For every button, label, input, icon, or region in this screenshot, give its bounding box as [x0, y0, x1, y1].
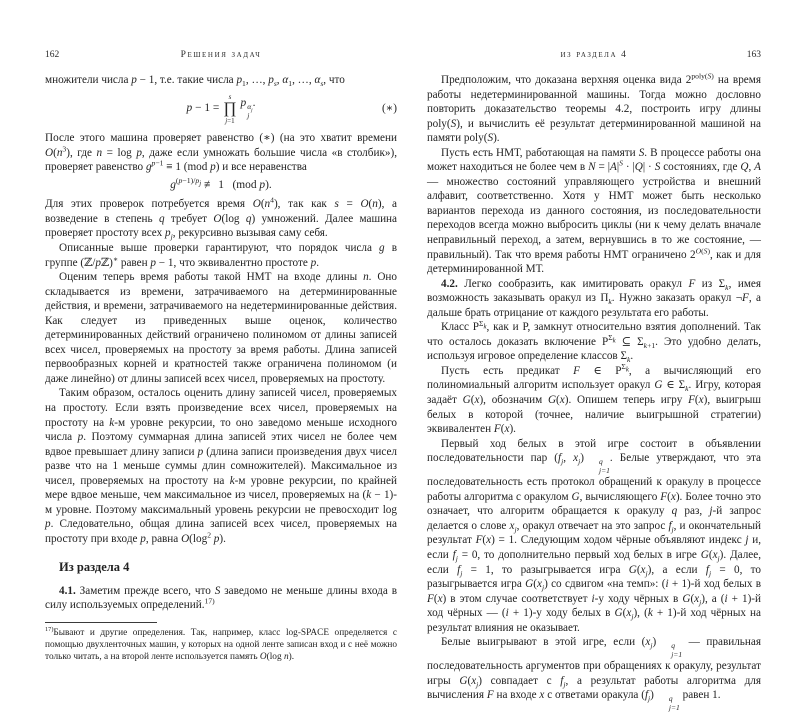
page-left — [45, 50, 397, 663]
formula-mod — [45, 176, 397, 191]
page-right — [427, 50, 761, 712]
paragraph-class-closure: Класс $P^{\Sigma_k}$, как и P, замкнут относительно взятия дополнений. Так что осталось доказать включение $P^{\Sigma_k}$ ⊆ $\Sigma_{k+1}$. Это удобно делать, используя игровое определение классов $\Sigma_k$. — [427, 318, 761, 365]
paragraph-4-1: 4.1. Заметим прежде всего, что S заведомо не меньше длины входа в силу используемых определений.$^{17)}$ — [45, 584, 398, 612]
paragraph-first-move: Первый ход белых в этой игре состоит в объявлении последовательности пар ($f_j$, $x_j$) q j=1 . Белые утверждают, что эта последовательность есть протокол обращений к оракулу в процессе работы алгоритма с оракулом G, вычисляющего F(x). Более точно это означает, что алгоритм обращается к оракулу q раз, j-й запрос делается о слове $x_j$, оракул отвечает на это запрос $f_j$, и окончательный результат F(x) = 1. Следующим ходом чёрные объявляют индекс j и, если $f_j = 0$, то дополнительно первый ход белых в игре $G(x_j)$. Далее, если $f_j = 1$, то разыгрывается игра $G(x_j)$, а если $f_j = 0$, то разыгрывается игра $G(x_j)$ со сдвигом «на темп»: (i + 1)-й ход белых в F(x) в этом случае соответствует i-у ходу чёрных в $G(x_j)$, а (i + 1)-й ход чёрных — (i + 1)-у ходу белых в $G(x_j)$, (k + 1)-й ход чёрных на результат влияния не оказывает. — [427, 437, 762, 634]
running-head-right — [427, 50, 761, 60]
product-upper-limit: s — [228, 92, 232, 101]
formula-rhs: p $\alpha_j$ j . — [240, 96, 256, 120]
paragraph-thus: Таким образом, осталось оценить длину записей чисел, проверяемых на простоту. Если взять произведение всех чисел, проверяемых на простоту на k-м уровне рекурсии, то оно заведомо меньше исходного числа p. Поэтому суммарная длина записей этих чисел не более чем вдвое превышает длину записи p (длина записи произведения двух чисел разве что на 1 меньше суммы длин сомножителей). Максимальное из чисел, проверяемых на простоту на k-м уровне рекурсии, по крайней мере вдвое меньше, чем максимальное из чисел, проверяемых на (k − 1)-м уровне. Поэтому максимальный уровень рекурсии не превосходит log p. Следовательно, общая длина записей всех чисел, проверяемых на простоту при входе p, равна $O(\log^2$ p). — [45, 387, 398, 545]
formula-product-body — [187, 93, 256, 126]
running-head-left — [45, 50, 397, 60]
paragraph-estimate: Оценим теперь время работы такой НМТ на входе длины n. Оно складывается из времени, затрачиваемого на детерминированные действия, и времени, затрачиваемого на недетерминированные действия. Как следует из приведенных выше оценок, количество детерминированных действий ограничено полиномом от длины записей всех чисел, проверяемых на простоту за время работы. Длина записей первообразных корней и кратностей также ограничена полиномом (и даже линейно) от длины записей всех чисел, проверяемых на простоту. — [45, 271, 397, 385]
paragraph-described: Описанные выше проверки гарантируют, что порядок числа g в группе (ℤ/pℤ)∗ равен p − 1, что эквивалентно простоте p. — [45, 242, 397, 269]
running-title-left: Решения задач — [180, 50, 262, 60]
footnote-17: $^{17)}$Бывают и другие определения. Так, например, класс log-SPACE определяется с помощью двухленточных машин, у которых на одной ленте записан вход и с неё можно только читать, а на второй ленте используется память O(log n). — [45, 625, 397, 663]
paragraph-checks: Для этих проверок потребуется время $O(n^4)$, так как s = O(n), а возведение в степень q требует O(log q) умножений. Далее машина проверяет простоту всех $p_j$, рекурсивно вызывая саму себя. — [45, 195, 398, 242]
paragraph-suppose: Предположим, что доказана верхняя оценка вида $2^{poly(S)}$ на время работы недетерминированной машины. Тогда можно дословно повторить доказательство теоремы 4.2, построить игру длины poly(S), и вычислить её результат детерминированной машиной на памяти poly(S). — [427, 71, 761, 145]
page-number-right: 163 — [746, 50, 761, 60]
paragraph-whites-win: Белые выигрывают в этой игре, если $(x_j)$ q j=1 — правильная последовательность аргументов при обращениях к оракулу, результат игры $G(x_j)$ совпадает с $f_j$, а результат работы алгоритма для вычисления F на входе x с ответами оракула $(f_j)$ q j=1 равен 1. — [427, 636, 762, 712]
paragraph-predicate: Пусть есть предикат F ∈ $P^{\Sigma_k}$, а вычисляющий его полиномиальный алгоритм использует оракул G ∈ $\Sigma_k$. Игру, которая задаёт G(x), обозначим G(x). Опишем теперь игру F(x), выигрыш белых в которой (точнее, наличие выигрышной стратегии) эквивалентен F(x). — [427, 362, 761, 436]
formula-lhs: p − 1 = — [186, 102, 220, 115]
formula-mod-body: $g^{(p-1)/p_j}$ ≢ 1 (mod p). — [170, 176, 272, 191]
product-lower-limit: j=1 — [225, 116, 235, 125]
paragraph-nmt-memory: Пусть есть НМТ, работающая на памяти S. В процессе работы она может находиться не более чем в $N = |A|^S \cdot |Q| \cdot S$ состояниях, где Q, A — множество состояний управляющего устройства и внешний алфавит, соответственно. Хотя у НМТ может быть несколько вариантов перехода из данного состояния, из последовательности переходов всегда можно выбросить циклы (ни к чему делать вначале неправильный переход, а затем, вернувшись в то же состояние, — правильный). Так что время работы НМТ ограничено $2^{O(S)}$, как и для детерминированной МТ. — [427, 146, 762, 276]
section-heading: Из раздела 4 — [59, 559, 130, 574]
footnote-rule — [45, 622, 157, 623]
product-symbol: ∏ — [223, 99, 237, 117]
paragraph-after-formula: После этого машина проверяет равенство (∗) (на это хватит времени $O(n^3)$, где n = log p, даже если умножать большие числа «в столбик»), проверяет равенство $g^{p-1} \equiv 1$ (mod p) и все неравенства — [45, 132, 397, 174]
equation-tag-star: (∗) — [381, 102, 397, 115]
formula-product — [45, 93, 397, 126]
running-title-right: из раздела 4 — [560, 50, 628, 60]
paragraph-4-2: 4.2. Легко сообразить, как имитировать оракул F из $\Sigma_k$, имея возможность заказывать оракул из $\Pi_k$. Нужно заказать оракул ¬F, а дальше брать отрицание от каждого результата его работы. — [427, 277, 762, 319]
page-number-left: 162 — [45, 50, 60, 60]
paragraph-intro: множители числа p − 1, т.е. такие числа $p_1$, …, $p_s$, $\alpha_1$, …, $\alpha_s$, что — [45, 74, 345, 89]
product-operator — [223, 93, 236, 126]
